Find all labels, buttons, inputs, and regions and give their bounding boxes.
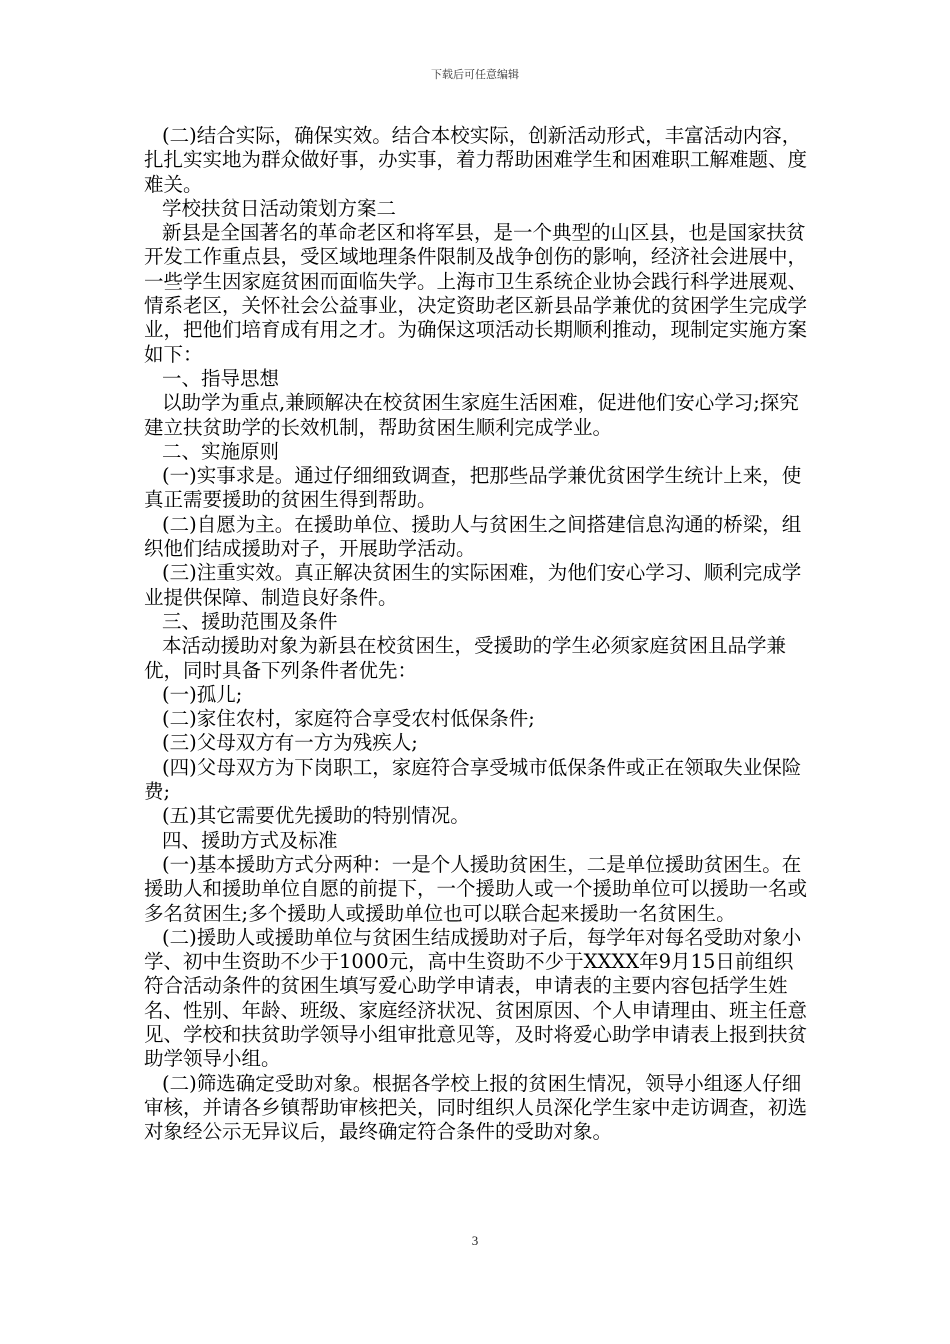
paragraph: (二)援助人或援助单位与贫困生结成援助对子后，每学年对每名受助对象小学、初中生资助不少于1000元，高中生资助不少于XXXX年9月15日前组织符合活动条件的贫困生填写爱心助学申请表，申请表的主要内容包括学生姓名、性别、年龄、班级、家庭经济状况、贫困原因、个人申请理由、班主任意见、学校和扶贫助学领导小组审批意见等，及时将爱心助学申请表上报到扶贫助学领导小组。 [144,925,808,1071]
list-item: (五)其它需要优先援助的特别情况。 [162,804,470,828]
paragraph: 新县是全国著名的革命老区和将军县，是一个典型的山区县，也是国家扶贫开发工作重点县，受区域地理条件限制及战争创伤的影响，经济社会进展中，一些学生因家庭贫困而面临失学。上海市卫生系统企业协会践行科学进展观、情系老区，关怀社会公益事业，决定资助老区新县品学兼优的贫困学生完成学业，把他们培育成有用之才。为确保这项活动长期顺利推动，现制定实施方案如下： [144,221,808,366]
heading: 一、指导思想 [162,366,280,390]
paragraph: (二)结合实际，确保实效。结合本校实际，创新活动形式，丰富活动内容，扎扎实实地为群众做好事，办实事，着力帮助困难学生和困难职工解难题、度难关。 [144,124,808,196]
page-number: 3 [471,1233,479,1248]
paragraph: (二)筛选确定受助对象。根据各学校上报的贫困生情况，领导小组逐人仔细审核，并请各乡镇帮助审核把关，同时组织人员深化学生家中走访调查，初选对象经公示无异议后，最终确定符合条件的受助对象。 [144,1071,808,1144]
list-item: (二)家住农村，家庭符合享受农村低保条件; [162,707,535,731]
paragraph: 本活动援助对象为新县在校贫困生，受援助的学生必须家庭贫困且品学兼优，同时具备下列条件者优先： [144,634,787,682]
paragraph: (一)实事求是。通过仔细细致调查，把那些品学兼优贫困学生统计上来，使真正需要援助的贫困生得到帮助。 [144,464,802,512]
paragraph: (三)注重实效。真正解决贫困生的实际困难，为他们安心学习、顺利完成学业提供保障、制造良好条件。 [144,561,802,609]
heading: 二、实施原则 [162,439,280,463]
list-item: (四)父母双方为下岗职工，家庭符合享受城市低保条件或正在领取失业保险费; [144,755,802,804]
document-body [144,124,809,1144]
list-item: (三)父母双方有一方为残疾人; [162,731,418,755]
paragraph: (二)自愿为主。在援助单位、援助人与贫困生之间搭建信息沟通的桥梁，组织他们结成援助对子，开展助学活动。 [144,512,802,561]
page-header: 下载后可任意编辑 [431,68,519,81]
section-title: 学校扶贫日活动策划方案二 [162,196,397,220]
list-item: (一)孤儿; [162,682,243,706]
heading: 四、援助方式及标准 [162,828,338,852]
heading: 三、援助范围及条件 [162,609,338,633]
paragraph: 以助学为重点,兼顾解决在校贫困生家庭生活困难，促进他们安心学习;探究建立扶贫助学的长效机制，帮助贫困生顺利完成学业。 [144,391,799,439]
paragraph: (一)基本援助方式分两种：一是个人援助贫困生，二是单位援助贫困生。在援助人和援助单位自愿的前提下，一个援助人或一个援助单位可以援助一名或多名贫困生;多个援助人或援助单位也可以联合起来援助一名贫困生。 [144,852,808,925]
